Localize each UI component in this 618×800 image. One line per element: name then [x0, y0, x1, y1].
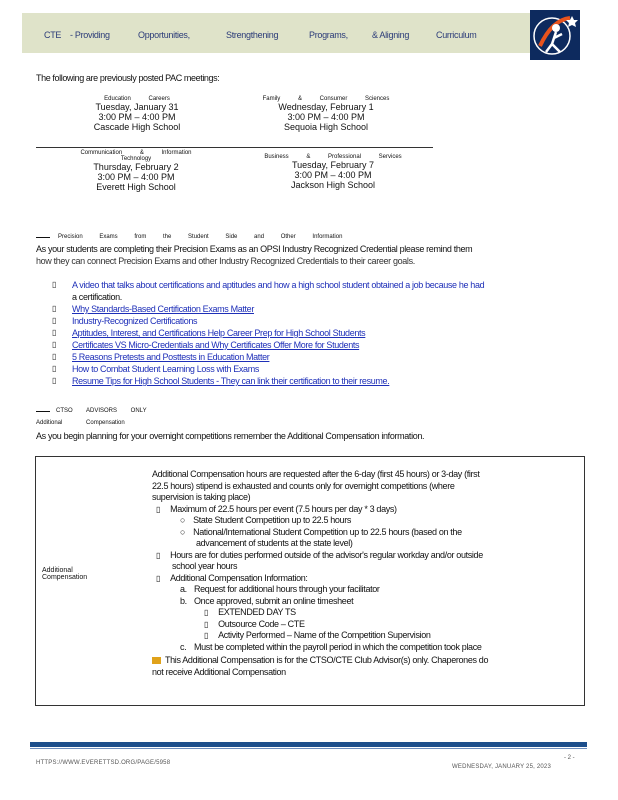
- bullet-link[interactable]: Aptitudes, Interest, and Certifications Help Career Prep for High School Students: [72, 328, 366, 338]
- precision-heading: [36, 234, 342, 240]
- list-item: [52, 340, 582, 352]
- bullet-icon: ▯: [204, 619, 209, 629]
- list-label: c.: [180, 641, 187, 652]
- comp-sub2: [152, 527, 577, 539]
- bullet-icon: ▯: [52, 364, 57, 373]
- comp-b1: [152, 607, 577, 619]
- banner-item: CTE: [44, 30, 62, 40]
- meeting-location: Jackson High School: [290, 180, 376, 190]
- precision-para-1: As your students are completing their Precision Exams as an OPSI Industry Recognized Credential please remind them: [36, 244, 473, 254]
- meeting-title: Family & Consumer Sciences: [262, 96, 390, 102]
- bullet-icon: ▯: [52, 304, 57, 313]
- meeting-title: Business & Professional Services: [264, 154, 402, 160]
- comp-sub1-text: State Student Competition up to 22.5 hours: [193, 515, 352, 525]
- list-item: [52, 280, 582, 304]
- bullet-icon: ▯: [204, 631, 209, 640]
- comp-c-text: Must be completed within the payroll period in which the competition took place: [194, 641, 482, 652]
- meeting-title: Education Careers: [104, 96, 170, 102]
- banner-item: Strengthening: [226, 30, 279, 40]
- bullet-icon: ▯: [52, 340, 57, 349]
- compensation-table: [35, 456, 585, 706]
- meeting-time: 3:00 PM – 4:00 PM: [97, 172, 175, 182]
- bullet-link[interactable]: Certificates VS Micro-Credentials and Why Certificates Offer More for Students: [72, 340, 360, 350]
- bullet-link[interactable]: Resume Tips for High School Students - They can link their certification to their resume.: [72, 376, 390, 386]
- meeting-title: Communication & Information: [80, 150, 192, 156]
- meeting-family-consumer: [258, 96, 394, 132]
- heading-dash: [36, 411, 50, 412]
- comp-b3: [152, 630, 577, 642]
- comp-a-text: Request for additional hours through your facilitator: [194, 584, 380, 594]
- banner-item: & Aligning: [372, 30, 410, 40]
- comp-note: [152, 655, 577, 667]
- footer-date: WEDNESDAY, JANUARY 25, 2023: [452, 764, 551, 770]
- meeting-communication: [56, 150, 216, 192]
- comp-duties: [152, 550, 577, 562]
- precision-heading-text: Precision Exams from the Student Side and Other Information: [58, 234, 343, 240]
- ctso-heading: [36, 408, 147, 414]
- meeting-location: Cascade High School: [93, 122, 181, 132]
- list-label: b.: [180, 595, 187, 606]
- comp-note-text: This Additional Compensation is for the CTSO/CTE Club Advisor(s) only. Chaperones do: [165, 655, 489, 665]
- bullet-link[interactable]: Why Standards-Based Certification Exams Matter: [72, 304, 254, 314]
- list-label: a.: [180, 584, 187, 594]
- meeting-business: [250, 154, 416, 190]
- meeting-date: Tuesday, January 31: [95, 102, 179, 112]
- comp-max: [152, 504, 577, 516]
- comp-b1-text: EXTENDED DAY TS: [218, 607, 296, 617]
- comp-info-text: Additional Compensation Information:: [170, 572, 308, 583]
- comp-b3-text: Activity Performed – Name of the Competition Supervision: [218, 630, 431, 640]
- ctso-subheading: Additional Compensation: [36, 420, 125, 426]
- bullet-link[interactable]: 5 Reasons Pretests and Posttests in Education Matter: [72, 352, 270, 362]
- comp-duties-text: Hours are for duties performed outside of the advisor's regular workday and/or outside: [170, 549, 483, 560]
- circle-bullet-icon: ○: [180, 515, 186, 525]
- ctso-para: As you begin planning for your overnight competitions remember the Additional Compensation information.: [36, 431, 425, 441]
- ctso-heading-text: CTSO ADVISORS ONLY: [56, 408, 147, 414]
- bullet-icon: ▯: [52, 280, 57, 289]
- comp-sub1: [152, 515, 577, 527]
- meeting-location: Sequoia High School: [283, 122, 369, 132]
- comp-sub2b: advancement of students at the state level): [196, 538, 353, 548]
- comp-info: [152, 573, 577, 585]
- banner-item: - Providing: [70, 30, 110, 40]
- list-item: [52, 328, 582, 340]
- bullet-icon: ▯: [156, 573, 161, 583]
- note-icon: [152, 657, 161, 664]
- meeting-date: Wednesday, February 1: [278, 102, 374, 112]
- header-banner: [22, 13, 562, 53]
- list-item: [52, 376, 582, 388]
- precision-bullet-list: [52, 280, 582, 388]
- circle-bullet-icon: ○: [180, 526, 186, 537]
- bullet-icon: ▯: [52, 328, 57, 337]
- bullet-link[interactable]: A video that talks about certifications and aptitudes and how a high school student obtained a job because he had: [72, 280, 485, 290]
- comp-b-text: Once approved, submit an online timesheet: [194, 595, 354, 606]
- bullet-icon: ▯: [52, 316, 57, 325]
- bullet-icon: ▯: [204, 608, 209, 617]
- comp-note-2: not receive Additional Compensation: [152, 666, 286, 677]
- bullet-icon: ▯: [156, 504, 161, 514]
- list-item: [52, 364, 582, 376]
- banner-item: Programs,: [309, 30, 348, 40]
- footer-url[interactable]: HTTPS://WWW.EVERETTSD.ORG/PAGE/5958: [36, 760, 171, 766]
- precision-para-2: how they can connect Precision Exams and other Industry Recognized Credentials to their career goals.: [36, 256, 415, 266]
- compensation-label-line1: Additional: [42, 567, 73, 574]
- comp-a: [152, 584, 577, 596]
- bullet-link[interactable]: Industry-Recognized Certifications: [72, 316, 198, 326]
- compensation-label: [42, 567, 87, 581]
- footer-page-number: - 2 -: [564, 755, 575, 761]
- comp-b2: [152, 619, 577, 631]
- footer-bar-thin: [30, 748, 587, 749]
- heading-dash: [36, 237, 50, 238]
- comp-sub2-text: National/International Student Competition up to 22.5 hours (based on the: [193, 526, 462, 537]
- meeting-time: 3:00 PM – 4:00 PM: [98, 112, 176, 122]
- comp-max-text: Maximum of 22.5 hours per event (7.5 hours per day * 3 days): [170, 503, 397, 514]
- comp-b: [152, 596, 577, 608]
- bullet-icon: ▯: [156, 550, 161, 560]
- meeting-title-line2: Technology: [120, 156, 152, 162]
- district-logo-icon: [530, 10, 580, 60]
- comp-c: [152, 642, 577, 654]
- compensation-details: [152, 469, 577, 678]
- comp-duties-2: school year hours: [172, 561, 238, 571]
- list-item: [52, 304, 582, 316]
- footer-bar: [30, 742, 587, 747]
- meeting-divider: [36, 147, 433, 148]
- pac-intro: The following are previously posted PAC meetings:: [36, 73, 220, 83]
- comp-b2-text: Outsource Code – CTE: [218, 618, 305, 629]
- bullet-link[interactable]: How to Combat Student Learning Loss with Exams: [72, 364, 260, 374]
- comp-p1: Additional Compensation hours are requested after the 6-day (first 45 hours) or 3-day (first: [152, 469, 480, 479]
- banner-item: Opportunities,: [138, 30, 190, 40]
- comp-p3: supervision is taking place): [152, 492, 251, 502]
- meeting-date: Tuesday, February 7: [291, 160, 375, 170]
- bullet-link-continued: a certification.: [72, 292, 122, 302]
- bullet-icon: ▯: [52, 376, 57, 385]
- meeting-date: Thursday, February 2: [93, 162, 179, 172]
- banner-item: Curriculum: [436, 30, 477, 40]
- meeting-time: 3:00 PM – 4:00 PM: [294, 170, 372, 180]
- meeting-location: Everett High School: [96, 182, 176, 192]
- list-item: [52, 316, 582, 328]
- comp-p2: 22.5 hours) stipend is exhausted and counts only for overnight competitions (where: [152, 480, 455, 491]
- meeting-education-careers: [72, 96, 202, 132]
- bullet-icon: ▯: [52, 352, 57, 361]
- meeting-time: 3:00 PM – 4:00 PM: [287, 112, 365, 122]
- list-item: [52, 352, 582, 364]
- compensation-label-line2: Compensation: [42, 574, 88, 581]
